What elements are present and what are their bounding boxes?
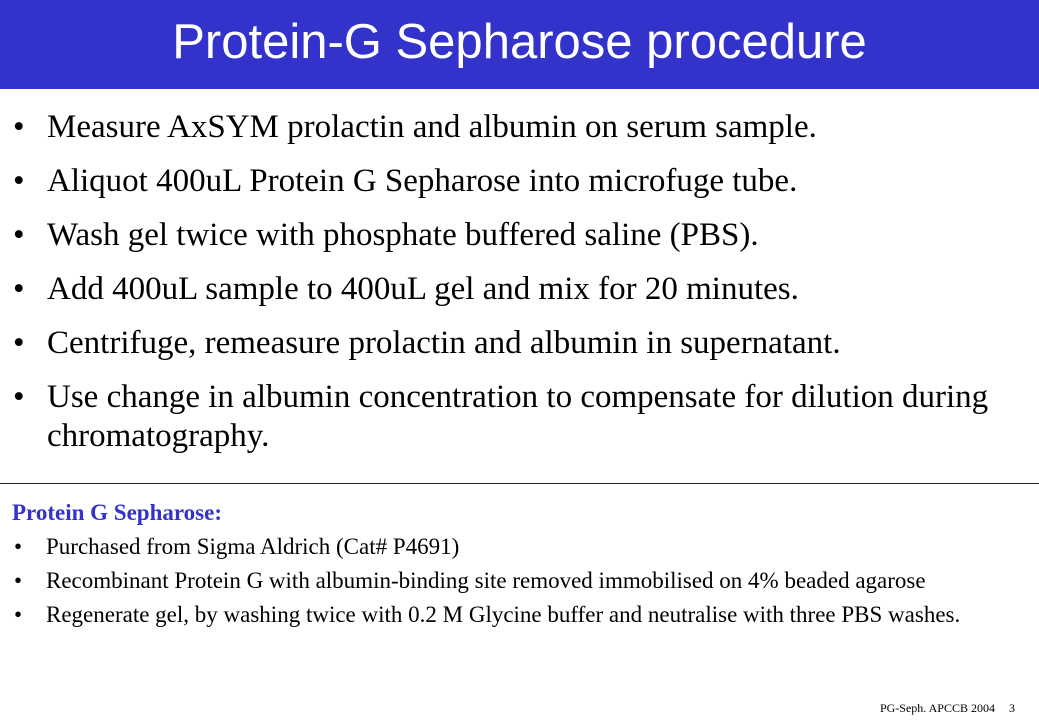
bullet-icon: • <box>14 602 23 627</box>
bullet-icon: • <box>13 217 25 253</box>
procedure-step <box>0 270 1039 309</box>
reagent-note-list <box>0 532 1039 629</box>
bullet-icon: • <box>14 568 23 593</box>
reagent-note-heading: Protein G Sepharose: <box>12 500 222 525</box>
page-number: 3 <box>1009 701 1015 715</box>
procedure-step-text: Aliquot 400uL Protein G Sepharose into microfuge tube. <box>47 163 798 199</box>
reagent-note-text: Regenerate gel, by washing twice with 0.2 M Glycine buffer and neutralise with three PBS washes. <box>46 602 961 627</box>
procedure-step-text: Wash gel twice with phosphate buffered saline (PBS). <box>47 217 759 253</box>
procedure-step-text: Add 400uL sample to 400uL gel and mix for 20 minutes. <box>47 271 799 307</box>
procedure-step <box>0 216 1039 255</box>
reagent-note-item <box>0 600 1039 629</box>
bullet-icon: • <box>14 534 23 559</box>
procedure-step-text: Use change in albumin concentration to compensate for dilution during chromatography. <box>47 379 989 454</box>
procedure-step <box>0 324 1039 363</box>
title-bar <box>0 0 1039 89</box>
slide-footer <box>880 701 1015 715</box>
reagent-note-text: Recombinant Protein G with albumin-binding site removed immobilised on 4% beaded agarose <box>46 568 926 593</box>
procedure-step-text: Measure AxSYM prolactin and albumin on serum sample. <box>47 109 817 145</box>
reagent-note <box>0 498 1039 634</box>
reagent-note-item <box>0 532 1039 561</box>
bullet-icon: • <box>13 379 25 415</box>
reagent-note-text: Purchased from Sigma Aldrich (Cat# P4691) <box>46 534 460 559</box>
procedure-steps-list <box>0 108 1039 471</box>
bullet-icon: • <box>13 325 25 361</box>
bullet-icon: • <box>13 109 25 145</box>
reagent-note-item <box>0 566 1039 595</box>
bullet-icon: • <box>13 271 25 307</box>
procedure-step <box>0 162 1039 201</box>
footer-source: PG-Seph. APCCB 2004 <box>879 701 995 715</box>
procedure-step-text: Centrifuge, remeasure prolactin and albumin in supernatant. <box>47 325 841 361</box>
section-divider <box>0 483 1039 484</box>
slide-title: Protein-G Sepharose procedure <box>172 15 867 69</box>
procedure-step <box>0 378 1039 456</box>
bullet-icon: • <box>13 163 25 199</box>
procedure-step <box>0 108 1039 147</box>
